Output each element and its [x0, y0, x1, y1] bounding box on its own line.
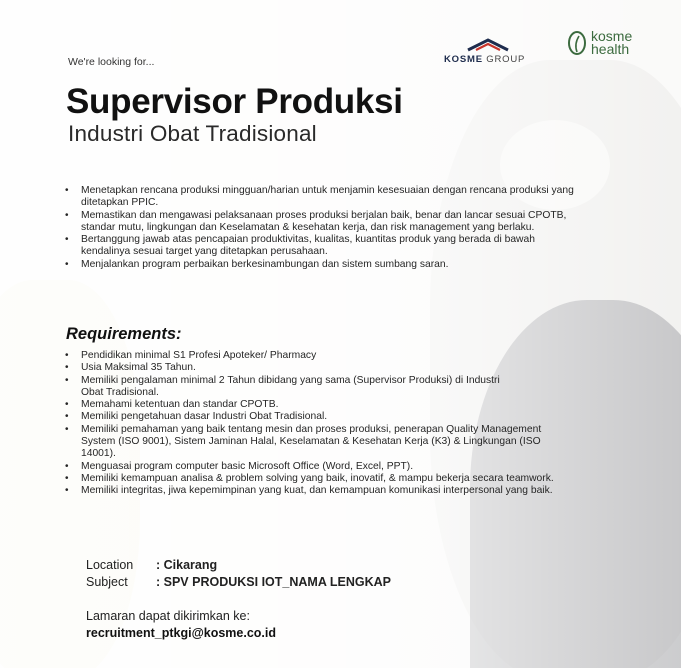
list-item: • Memiliki pengetahuan dasar Industri Obat Tradisional.: [62, 411, 622, 423]
kosme-group-logo: [444, 38, 532, 65]
list-item: • Bertanggung jawab atas pencapaian produktivitas, kualitas, kuantitas produk yang berada di bawah kendalinya sesuai target yang ditetapkan perusahaan.: [62, 234, 582, 259]
kosme-health-line1: kosme: [591, 28, 633, 44]
subject-row: [86, 575, 391, 589]
job-subtitle: Industri Obat Tradisional: [68, 121, 317, 146]
kosme-group-wordmark: KOSME: [444, 54, 483, 65]
kosme-group-suffix: GROUP: [482, 54, 526, 65]
location-row: [86, 558, 217, 572]
subject-label: Subject: [86, 575, 128, 589]
location-label: Location: [86, 558, 134, 572]
list-item: • Memastikan dan mengawasi pelaksanaan proses produksi berjalan baik, benar dan lancar sesuai CPOTB, standar mutu, lingkungan dan Keselamatan & kesehatan kerja, dan risk management yang berlaku.: [62, 210, 582, 235]
kosme-health-line2: health: [591, 41, 630, 57]
list-item: • Memahami ketentuan dan standar CPOTB.: [62, 399, 622, 411]
apply-email: recruitment_ptkgi@kosme.co.id: [86, 626, 277, 640]
eyebrow-text: We're looking for...: [68, 56, 155, 68]
list-item: • Menetapkan rencana produksi mingguan/harian untuk menjamin kesesuaian dengan rencana produksi yang ditetapkan PPIC.: [62, 185, 582, 210]
leaf-icon: [566, 30, 588, 56]
apply-text: Lamaran dapat dikirimkan ke:: [86, 609, 250, 623]
kosme-health-logo: [566, 30, 632, 56]
job-title: Supervisor Produksi: [66, 82, 403, 121]
location-value: : Cikarang: [156, 558, 218, 572]
list-item: • Memiliki pengalaman minimal 2 Tahun dibidang yang sama (Supervisor Produksi) di Industri Obat Tradisional.: [62, 375, 521, 400]
list-item: • Memiliki kemampuan analisa & problem solving yang baik, inovatif, & mampu bekerja secara teamwork.: [62, 473, 622, 485]
duties-list: [62, 185, 582, 271]
list-item: • Memiliki integritas, jiwa kepemimpinan yang kuat, dan kemampuan komunikasi interpersonal yang baik.: [62, 485, 622, 497]
list-item: • Menguasai program computer basic Microsoft Office (Word, Excel, PPT).: [62, 461, 622, 473]
requirements-list: [62, 350, 622, 498]
list-item: • Pendidikan minimal S1 Profesi Apoteker/ Pharmacy: [62, 350, 622, 362]
list-item: • Memiliki pemahaman yang baik tentang mesin dan proses produksi, penerapan Quality Management System (ISO 9001), Sistem Jaminan Halal, Keselamatan & Kesehatan Kerja (K3) & Lingkungan (ISO 14001).: [62, 424, 551, 461]
list-item: • Menjalankan program perbaikan berkesinambungan dan sistem sumbang saran.: [62, 259, 582, 271]
roof-icon: [466, 38, 510, 52]
requirements-heading: Requirements:: [66, 325, 182, 343]
list-item: • Usia Maksimal 35 Tahun.: [62, 362, 622, 374]
subject-value: : SPV PRODUKSI IOT_NAMA LENGKAP: [156, 575, 391, 589]
